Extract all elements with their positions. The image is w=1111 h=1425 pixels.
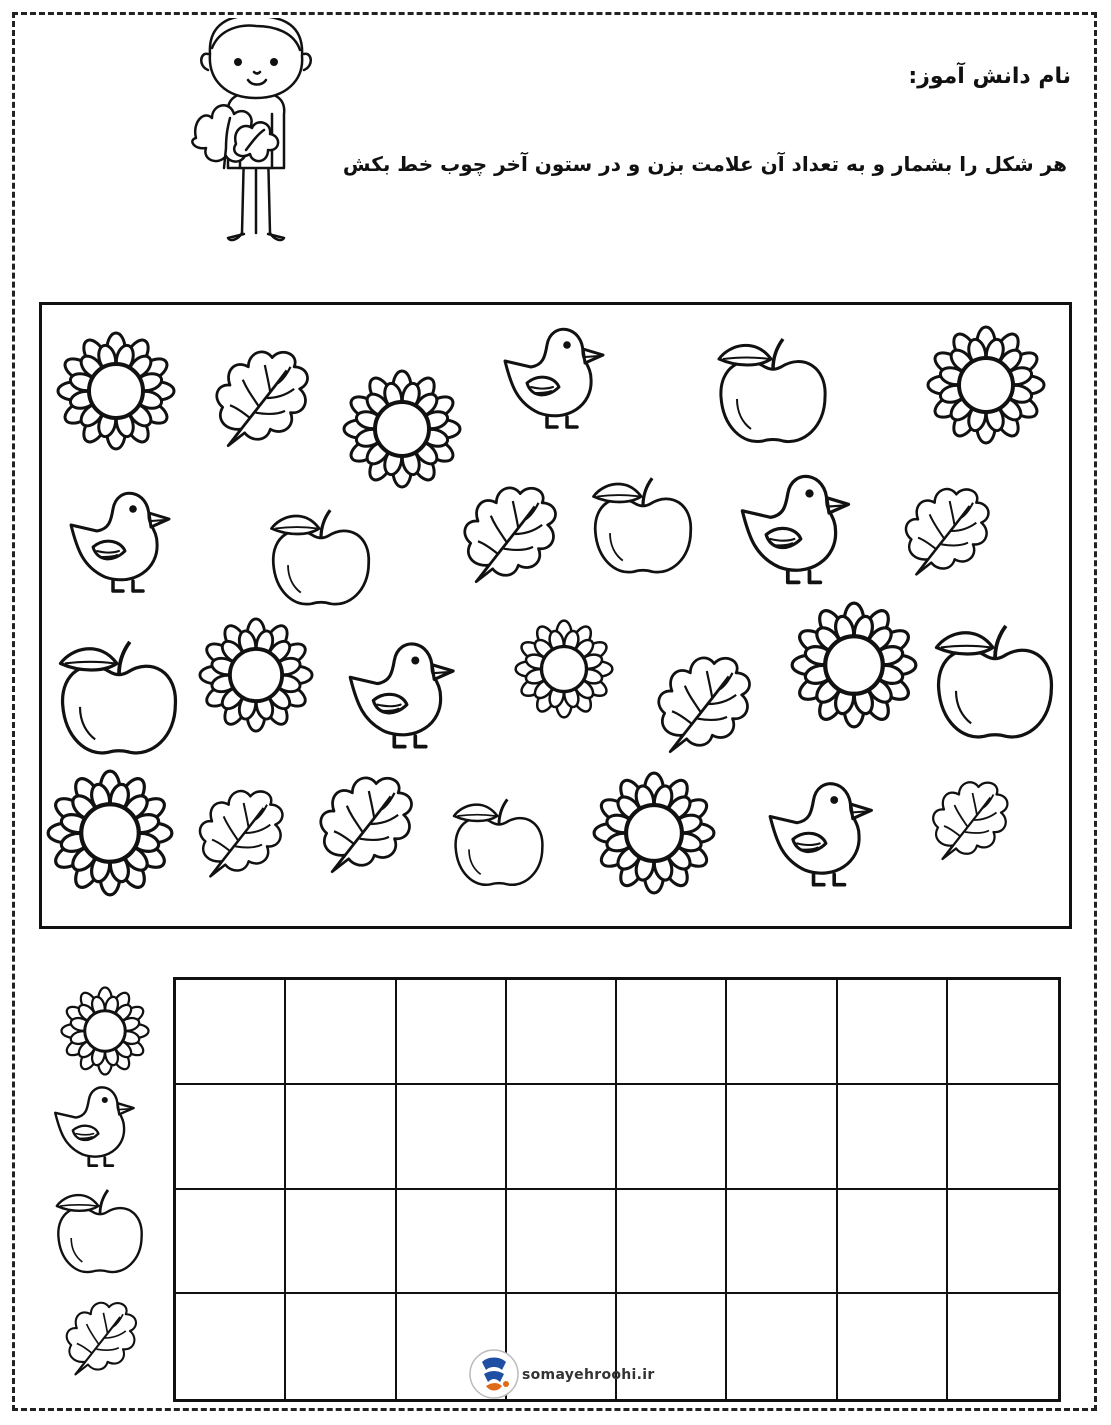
tally-cell[interactable] xyxy=(948,1085,1058,1190)
apple-icon xyxy=(256,501,386,611)
leaf-icon xyxy=(650,639,760,769)
tally-cell[interactable] xyxy=(838,980,948,1085)
leaf-icon xyxy=(926,765,1016,875)
leaf-icon xyxy=(60,1288,144,1388)
tally-cell[interactable] xyxy=(617,1085,727,1190)
tally-cell[interactable] xyxy=(838,1294,948,1399)
tally-cell[interactable] xyxy=(507,1085,617,1190)
tally-cell[interactable] xyxy=(286,1085,396,1190)
apple-icon xyxy=(442,791,556,891)
sunflower-icon xyxy=(60,986,150,1076)
tally-cell[interactable] xyxy=(176,1294,286,1399)
bird-icon xyxy=(52,1076,148,1172)
tally-cell[interactable] xyxy=(397,980,507,1085)
instruction-text: هر شکل را بشمار و به تعداد آن علامت بزن و در ستون آخر چوب خط بکش xyxy=(342,152,1067,176)
tally-cell[interactable] xyxy=(507,980,617,1085)
tally-cell[interactable] xyxy=(727,980,837,1085)
sunflower-icon xyxy=(790,601,918,729)
tally-cell[interactable] xyxy=(617,1294,727,1399)
tally-cell[interactable] xyxy=(397,1190,507,1295)
tally-cell[interactable] xyxy=(507,1190,617,1295)
tally-cell[interactable] xyxy=(617,980,727,1085)
tally-cell[interactable] xyxy=(286,980,396,1085)
tally-cell[interactable] xyxy=(838,1190,948,1295)
bird-icon xyxy=(766,769,890,893)
apple-icon xyxy=(578,469,708,579)
bird-icon xyxy=(346,629,472,755)
leaf-icon xyxy=(898,471,998,591)
tally-cell[interactable] xyxy=(948,980,1058,1085)
tally-cell[interactable] xyxy=(176,1085,286,1190)
sunflower-icon xyxy=(926,325,1046,445)
sunflower-icon xyxy=(198,617,314,733)
tally-cell[interactable] xyxy=(507,1294,617,1399)
bird-icon xyxy=(62,479,192,599)
tally-cell[interactable] xyxy=(948,1190,1058,1295)
counting-scene xyxy=(39,302,1072,929)
sunflower-icon xyxy=(56,331,176,451)
tally-cell[interactable] xyxy=(838,1085,948,1190)
tally-cell[interactable] xyxy=(948,1294,1058,1399)
tally-cell[interactable] xyxy=(397,1085,507,1190)
tally-table xyxy=(173,977,1061,1402)
student-name-label: نام دانش آموز: xyxy=(908,64,1071,89)
tally-cell[interactable] xyxy=(727,1085,837,1190)
tally-cell[interactable] xyxy=(286,1294,396,1399)
sunflower-icon xyxy=(46,769,174,897)
tally-cell[interactable] xyxy=(727,1294,837,1399)
tally-cell[interactable] xyxy=(286,1190,396,1295)
tally-cell[interactable] xyxy=(176,980,286,1085)
leaf-icon xyxy=(456,469,566,599)
sunflower-icon xyxy=(514,619,614,719)
apple-icon xyxy=(52,1182,148,1278)
leaf-icon xyxy=(312,759,422,889)
apple-icon xyxy=(708,329,838,449)
bird-icon xyxy=(738,461,868,591)
site-logo xyxy=(468,1348,520,1400)
leaf-icon xyxy=(192,775,292,891)
sunflower-icon xyxy=(342,369,462,489)
apple-icon xyxy=(930,615,1060,745)
apple-icon xyxy=(54,631,184,761)
website-url: somayehroohi.ir xyxy=(522,1367,655,1383)
tally-cell[interactable] xyxy=(617,1190,727,1295)
leaf-icon xyxy=(208,333,318,463)
tally-cell[interactable] xyxy=(176,1190,286,1295)
tally-cell[interactable] xyxy=(727,1190,837,1295)
boy-holding-leaves-illustration xyxy=(186,18,326,248)
sunflower-icon xyxy=(592,771,716,895)
bird-icon xyxy=(496,315,626,435)
